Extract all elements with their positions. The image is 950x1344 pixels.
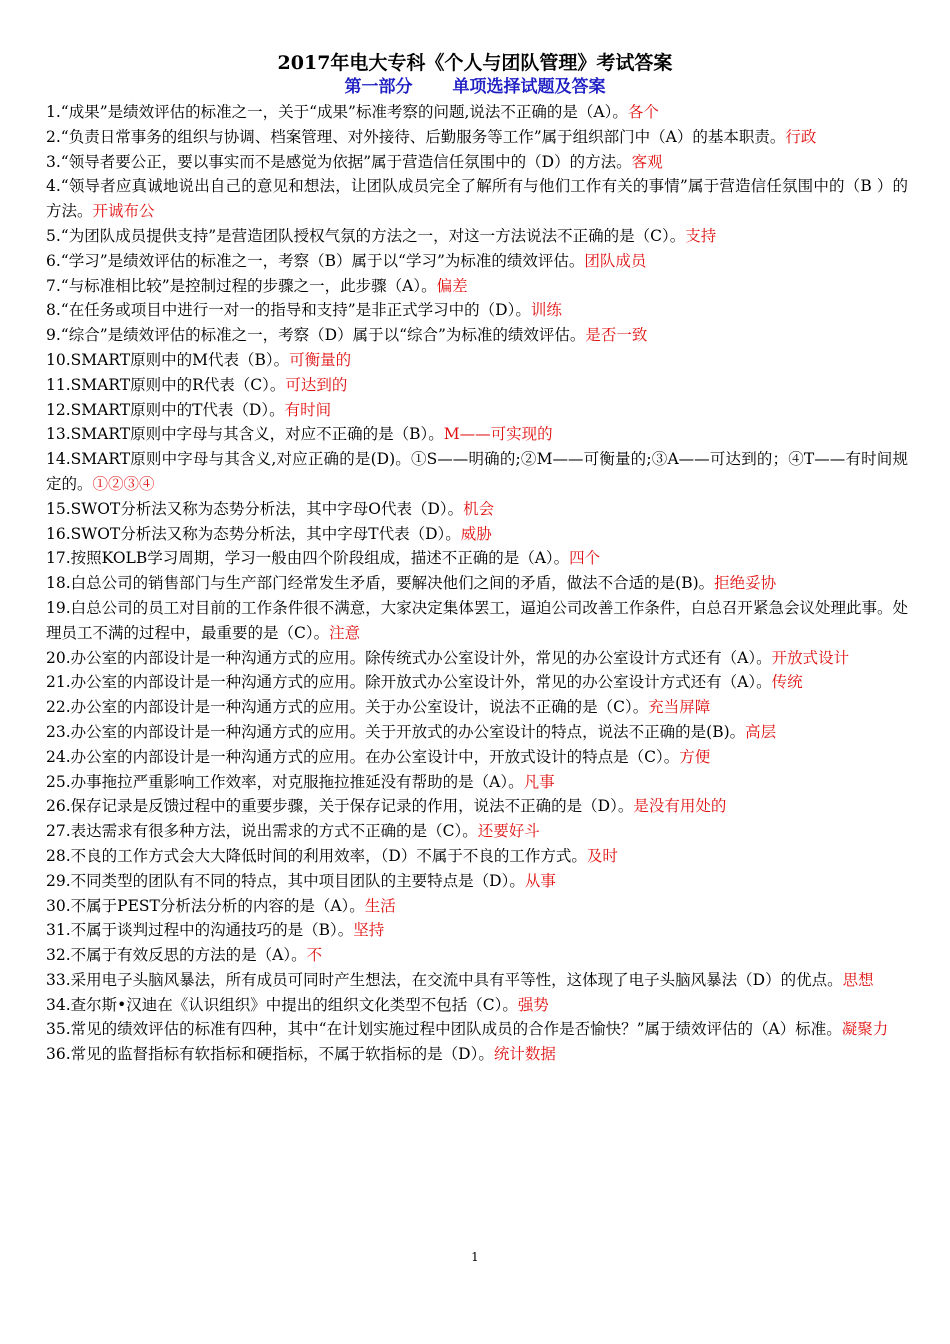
- question-item: [46, 249, 908, 274]
- question-item: [46, 274, 908, 299]
- question-text: 24.办公室的内部设计是一种沟通方式的应用。在办公室设计中，开放式设计的特点是（C）。: [46, 747, 680, 766]
- question-text: 23.办公室的内部设计是一种沟通方式的应用。关于开放式的办公室设计的特点，说法不正确的是(B)。: [46, 722, 746, 741]
- question-item: [46, 100, 908, 125]
- answer-text: 凡事: [523, 772, 555, 791]
- section-heading: [0, 75, 950, 99]
- question-item: [46, 596, 908, 646]
- question-text: 32.不属于有效反思的方法的是（A）。: [46, 946, 307, 965]
- answer-text: 各个: [627, 103, 659, 121]
- question-item: [46, 224, 908, 249]
- question-item: [46, 918, 908, 943]
- question-text: 31.不属于谈判过程中的沟通技巧的是（B）。: [46, 921, 354, 940]
- answer-text: 行政: [785, 127, 817, 146]
- answer-text: 有时间: [284, 400, 332, 419]
- question-text: 7.“与标准相比较”是控制过程的步骤之一，此步骤（A）。: [46, 276, 437, 295]
- answer-text: 开放式设计: [771, 648, 850, 667]
- question-item: [46, 1017, 908, 1042]
- answer-text: 支持: [685, 226, 717, 245]
- answer-text: 生活: [364, 896, 396, 915]
- answer-text: M——可实现的: [443, 425, 553, 444]
- question-item: [46, 720, 908, 745]
- answer-text: 是没有用处的: [633, 797, 727, 816]
- question-text: 29.不同类型的团队有不同的特点，其中项目团队的主要特点是（D）。: [46, 871, 525, 890]
- question-text: 14.SMART原则中字母与其含义,对应正确的是(D)。①S——明确的;②M——可衡量的;③A——可达到的；④T——有时间规定的。: [46, 450, 908, 493]
- answer-text: 机会: [463, 499, 495, 518]
- question-item: [46, 794, 908, 819]
- question-text: 5.“为团队成员提供支持”是营造团队授权气氛的方法之一，对这一方法说法不正确的是（C）。: [46, 226, 686, 245]
- question-text: 26.保存记录是反馈过程中的重要步骤，关于保存记录的作用，说法不正确的是（D）。: [46, 797, 634, 816]
- question-item: [46, 447, 908, 497]
- question-text: 2.“负责日常事务的组织与协调、档案管理、对外接待、后勤服务等工作”属于组织部门中（A）的基本职责。: [46, 127, 786, 146]
- answer-text: 还要好斗: [477, 822, 540, 841]
- question-item: [46, 646, 908, 671]
- answer-text: 威胁: [460, 524, 492, 543]
- question-item: [46, 968, 908, 993]
- question-item: [46, 993, 908, 1018]
- question-text: 20.办公室的内部设计是一种沟通方式的应用。除传统式办公室设计外，常见的办公室设计方式还有（A）。: [46, 648, 772, 667]
- question-text: 36.常见的监督指标有软指标和硬指标，不属于软指标的是（D）。: [46, 1045, 494, 1064]
- answer-text: 高层: [745, 722, 777, 741]
- question-item: [46, 770, 908, 795]
- question-text: 19.白总公司的员工对目前的工作条件很不满意，大家决定集体罢工，逼迫公司改善工作条件，白总召开紧急会议处理此事。处理员工不满的过程中，最重要的是（C）。: [46, 598, 908, 642]
- answer-text: 可达到的: [285, 375, 348, 394]
- section-title: 单项选择试题及答案: [452, 77, 606, 97]
- answer-text: 不: [306, 946, 323, 965]
- question-text: 13.SMART原则中字母与其含义，对应不正确的是（B）。: [46, 425, 444, 444]
- question-text: 10.SMART原则中的M代表（B）。: [46, 350, 290, 369]
- answer-text: 及时: [586, 846, 618, 865]
- answer-text: 凝聚力: [841, 1020, 889, 1039]
- question-item: [46, 819, 908, 844]
- answer-text: 强势: [517, 995, 549, 1014]
- question-item: [46, 695, 908, 720]
- document-title: 2017年电大专科《个人与团队管理》考试答案: [277, 52, 673, 74]
- question-text: 34.查尔斯•汉迪在《认识组织》中提出的组织文化类型不包括（C）。: [46, 995, 518, 1014]
- answer-text: 四个: [569, 549, 601, 568]
- question-item: [46, 894, 908, 919]
- section-part-label: 第一部分: [344, 77, 413, 97]
- question-text: 27.表达需求有很多种方法，说出需求的方式不正确的是（C）。: [46, 822, 478, 841]
- question-text: 18.白总公司的销售部门与生产部门经常发生矛盾，要解决他们之间的矛盾，做法不合适的是(B)。: [46, 574, 715, 593]
- question-item: [46, 745, 908, 770]
- question-text: 1.“成果”是绩效评估的标准之一，关于“成果”标准考察的问题,说法不正确的是（A）。: [46, 103, 628, 121]
- answer-text: 方便: [679, 747, 711, 766]
- question-text: 30.不属于PEST分析法分析的内容的是（A）。: [46, 896, 365, 915]
- answer-text: 是否一致: [585, 326, 648, 345]
- answer-text: 团队成员: [584, 251, 647, 270]
- question-item: [46, 869, 908, 894]
- answer-text: 坚持: [353, 921, 385, 940]
- question-item: [46, 174, 908, 224]
- question-item: [46, 943, 908, 968]
- question-text: 25.办事拖拉严重影响工作效率，对克服拖拉推延没有帮助的是（A）。: [46, 772, 524, 791]
- question-text: 3.“领导者要公正，要以事实而不是感觉为依据”属于营造信任氛围中的（D）的方法。: [46, 152, 632, 171]
- question-text: 16.SWOT分析法又称为态势分析法，其中字母T代表（D）。: [46, 524, 461, 543]
- question-text: 22.办公室的内部设计是一种沟通方式的应用。关于办公室设计，说法不正确的是（C）。: [46, 698, 649, 717]
- answer-text: 统计数据: [493, 1045, 556, 1064]
- question-text: 8.“在任务或项目中进行一对一的指导和支持”是非正式学习中的（D）。: [46, 301, 531, 320]
- question-item: [46, 844, 908, 869]
- question-text: 33.采用电子头脑风暴法，所有成员可同时产生想法，在交流中具有平等性，这体现了电子头脑风暴法（D）的优点。: [46, 970, 843, 989]
- question-text: 4.“领导者应真诚地说出自己的意见和想法，让团队成员完全了解所有与他们工作有关的事情”属于营造信任氛围中的（B ）的方法。: [46, 177, 908, 221]
- question-text: 9.“综合”是绩效评估的标准之一，考察（D）属于以“综合”为标准的绩效评估。: [46, 326, 586, 345]
- answer-text: 充当屏障: [648, 698, 711, 717]
- question-item: [46, 497, 908, 522]
- answer-text: 传统: [771, 673, 803, 692]
- question-item: [46, 1042, 908, 1067]
- answer-text: 客观: [631, 152, 663, 171]
- question-item: [46, 422, 908, 447]
- answer-text: 注意: [329, 623, 361, 642]
- answer-text: 开诚布公: [92, 202, 155, 221]
- page-number: 1: [471, 1250, 479, 1264]
- question-text: 11.SMART原则中的R代表（C）。: [46, 375, 286, 394]
- question-text: 21.办公室的内部设计是一种沟通方式的应用。除开放式办公室设计外，常见的办公室设计方式还有（A）。: [46, 673, 772, 692]
- question-text: 17.按照KOLB学习周期，学习一般由四个阶段组成，描述不正确的是（A）。: [46, 549, 570, 568]
- answer-text: 拒绝妥协: [714, 574, 777, 593]
- question-text: 15.SWOT分析法又称为态势分析法，其中字母O代表（D）。: [46, 499, 464, 518]
- question-list: [46, 100, 908, 1067]
- question-item: [46, 373, 908, 398]
- answer-text: 可衡量的: [289, 350, 352, 369]
- question-item: [46, 298, 908, 323]
- question-item: [46, 348, 908, 373]
- answer-text: ①②③④: [92, 474, 155, 493]
- question-text: 12.SMART原则中的T代表（D）。: [46, 400, 285, 419]
- question-text: 6.“学习”是绩效评估的标准之一，考察（B）属于以“学习”为标准的绩效评估。: [46, 251, 585, 270]
- answer-text: 思想: [842, 970, 874, 989]
- question-text: 35.常见的绩效评估的标准有四种，其中“在计划实施过程中团队成员的合作是否愉快？”属于绩效评估的（A）标准。: [46, 1020, 842, 1039]
- question-item: [46, 150, 908, 175]
- question-item: [46, 546, 908, 571]
- answer-text: 偏差: [436, 276, 468, 295]
- question-item: [46, 323, 908, 348]
- question-item: [46, 670, 908, 695]
- question-item: [46, 522, 908, 547]
- question-text: 28.不良的工作方式会大大降低时间的利用效率，（D）不属于不良的工作方式。: [46, 846, 587, 865]
- question-item: [46, 398, 908, 423]
- question-item: [46, 571, 908, 596]
- question-item: [46, 125, 908, 150]
- answer-text: 从事: [524, 871, 556, 890]
- answer-text: 训练: [530, 301, 562, 320]
